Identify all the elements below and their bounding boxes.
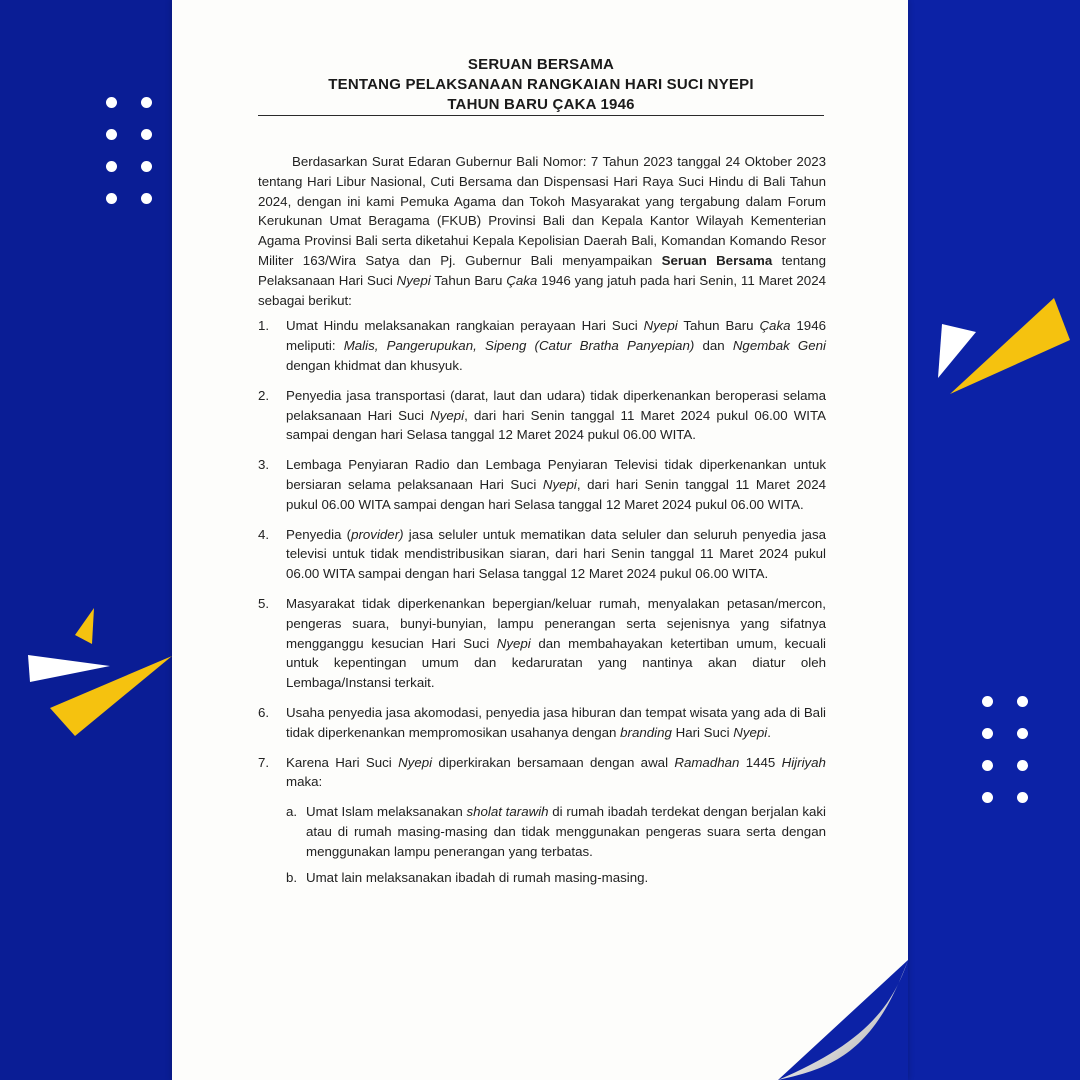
document-paper bbox=[172, 0, 908, 1080]
list-item-4: 4. Penyedia (provider) jasa seluler untuk mematikan data seluler dan seluruh penyedia jasa televisi untuk tidak mendistribusikan siaran, dari hari Senin tanggal 11 Maret 2024 pukul 06.00 WITA sampai dengan hari Selasa tanggal 12 Maret 2024 pukul 06.00 WITA. bbox=[258, 526, 826, 582]
decorative-triangles-left bbox=[20, 600, 190, 750]
document-body bbox=[258, 152, 826, 887]
page-curl bbox=[778, 960, 908, 1080]
sub-item-a: a. Umat Islam melaksanakan sholat tarawih di rumah ibadah terdekat dengan berjalan kaki atau di rumah masing-masing dan tidak menggunakan pengeras suara serta dengan menggunakan lampu penerangan yang terbatas. bbox=[286, 804, 826, 859]
list-item-6: 6. Usaha penyedia jasa akomodasi, penyedia jasa hiburan dan tempat wisata yang ada di Bali tidak diperkenankan mempromosikan usahanya dengan branding Hari Suci Nyepi. bbox=[258, 704, 826, 740]
intro-paragraph: Berdasarkan Surat Edaran Gubernur Bali Nomor: 7 Tahun 2023 tanggal 24 Oktober 2023 tentang Hari Libur Nasional, Cuti Bersama dan Dispensasi Hari Raya Suci Hindu di Bali Tahun 2024, dengan ini kami Pemuka Agama dan Tokoh Masyarakat yang tergabung dalam Forum Kerukunan Umat Beragama (FKUB) Provinsi Bali dan Kepala Kantor Wilayah Kementerian Agama Provinsi Bali serta diketahui Kepala Kepolisian Daerah Bali, Komandan Komando Resor Militer 163/Wira Satya dan Pj. Gubernur Bali menyampaikan Seruan Bersama tentang Pelaksanaan Hari Suci Nyepi Tahun Baru Çaka 1946 yang jatuh pada hari Senin, 11 Maret 2024 sebagai berikut: bbox=[258, 154, 826, 308]
list-item-1: 1. Umat Hindu melaksanakan rangkaian perayaan Hari Suci Nyepi Tahun Baru Çaka 1946 meliputi: Malis, Pangerupukan, Sipeng (Catur Bratha Panyepian) dan Ngembak Geni dengan khidmat dan khusyuk. bbox=[258, 318, 826, 373]
title-divider bbox=[258, 115, 824, 116]
background-right-panel bbox=[908, 0, 1080, 1080]
list-item-3: 3. Lembaga Penyiaran Radio dan Lembaga Penyiaran Televisi tidak diperkenankan untuk bersiaran selama pelaksanaan Hari Suci Nyepi, dari hari Senin tanggal 11 Maret 2024 pukul 06.00 WITA sampai dengan hari Selasa tanggal 12 Maret 2024 pukul 06.00 WITA. bbox=[258, 457, 826, 512]
title-line-1: SERUAN BERSAMA bbox=[467, 56, 615, 73]
list-item-2: 2. Penyedia jasa transportasi (darat, laut dan udara) tidak diperkenankan beroperasi selama pelaksanaan Hari Suci Nyepi, dari hari Senin tanggal 11 Maret 2024 pukul 06.00 WITA sampai dengan hari Selasa tanggal 12 Maret 2024 pukul 06.00 WITA. bbox=[258, 387, 826, 443]
decorative-dot-grid-right bbox=[982, 696, 1028, 803]
title-line-2: TENTANG PELAKSANAAN RANGKAIAN HARI SUCI NYEPI bbox=[328, 76, 754, 93]
title-line-3: TAHUN BARU ÇAKA 1946 bbox=[447, 96, 635, 113]
list-item-7: 7. Karena Hari Suci Nyepi diperkirakan bersamaan dengan awal Ramadhan 1445 Hijriyah maka: bbox=[258, 754, 826, 790]
decorative-triangles-right bbox=[930, 290, 1080, 400]
sub-list bbox=[286, 802, 826, 887]
document-title bbox=[258, 55, 824, 115]
list-item-5: 5. Masyarakat tidak diperkenankan bepergian/keluar rumah, menyalakan petasan/mercon, pengeras suara, bunyi-bunyian, lampu penerangan serta sejenisnya yang sifatnya mengganggu kesucian Hari Suci Nyepi dan membahayakan ketertiban umum, kecuali untuk kepentingan umum dan kedaruratan yang nantinya akan diatur oleh Lembaga/Instansi terkait. bbox=[258, 595, 826, 691]
sub-item-b: b. Umat lain melaksanakan ibadah di rumah masing-masing. bbox=[286, 869, 649, 885]
